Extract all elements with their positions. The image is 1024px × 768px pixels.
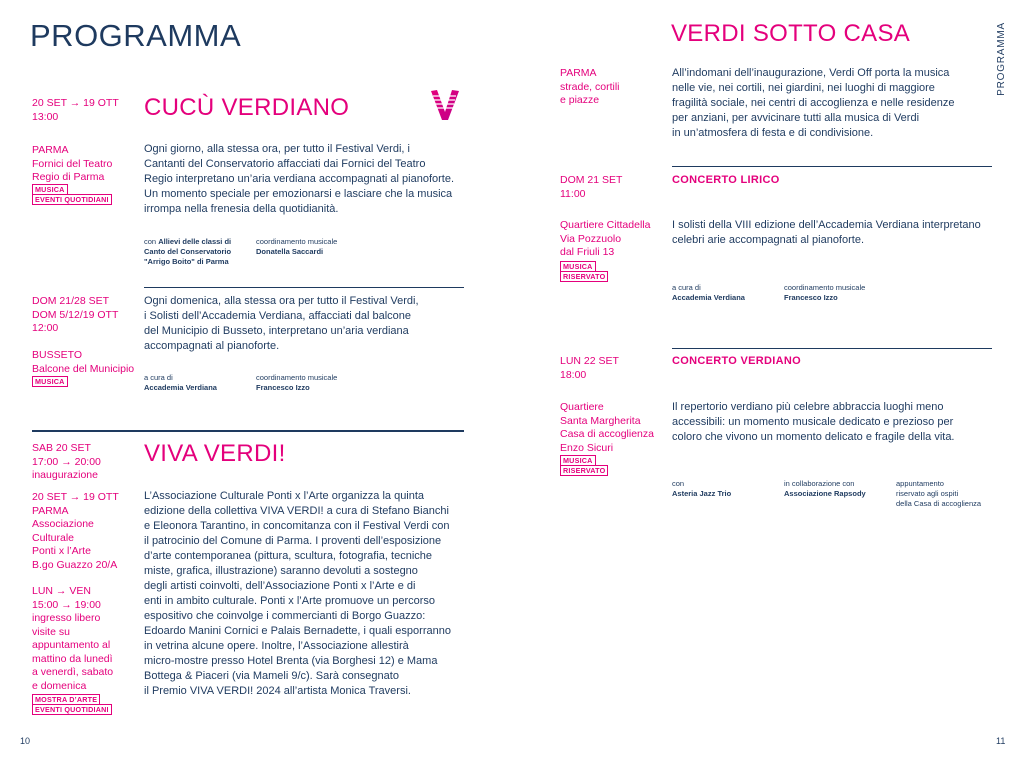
event-dates [560,355,619,382]
description-line: miste, grafica, illustrazione) saranno devoluti a sostegno [144,565,418,577]
section-divider [32,430,464,432]
divider [672,348,992,349]
description-line: I solisti della VIII edizione dell’Accademia Verdiana interpretano [672,219,981,231]
divider [672,166,992,167]
event-dates [32,442,101,483]
description-line: il Premio VIVA VERDI! 2024 all’artista Monica Traversi. [144,685,411,697]
intro-description [672,66,992,141]
credit-con [144,237,231,267]
credit-name: Accademia Verdiana [144,383,217,392]
event-time: 13:00 [32,110,59,123]
section-title: VERDI SOTTO CASA [671,20,911,47]
event-description [144,489,474,699]
event-place [32,491,119,572]
date-line: 18:00 [560,368,587,381]
event-title: CONCERTO LIRICO [672,174,780,186]
description-line: Un momento speciale per emozionarsi e lasciare che la musica [144,188,453,200]
credit-note: della Casa di accoglienza [896,499,982,508]
description-line: Ogni giorno, alla stessa ora, per tutto il Festival Verdi, i [144,143,410,155]
description-line: e Eleonora Tarantino, in concomitanza con il Festival Verdi con [144,520,450,532]
date-line: LUN 22 SET [560,355,619,367]
place-line: Quartiere [560,401,604,413]
description-line: Bottega & Piaceri (via Mameli 9/c). Sarà consegnato [144,670,399,682]
description-line: All’indomani dell’inaugurazione, Verdi Off porta la musica [672,67,950,79]
place-line: Enzo Sicuri [560,441,614,454]
page-number: 11 [996,736,1006,746]
tag-riservato: RISERVATO [560,465,608,476]
event-dates [32,295,118,336]
place-line: Santa Margherita [560,414,641,427]
credit-label: coordinamento musicale [256,237,338,246]
schedule-line: ingresso libero [32,612,101,624]
description-line: micro-mostre presso Hotel Brenta (via Borghesi 12) e Mama [144,655,438,667]
schedule-line: visite su [32,625,70,638]
event-tags [560,456,608,476]
credit-name: Canto del Conservatorio [144,247,232,256]
description-line: in vetrina alcune opere. Inoltre, l’Associazione allestirà [144,640,409,652]
event-description [144,142,474,217]
description-line: in un’atmosfera di festa e di condivisione. [672,127,874,139]
place-line: Casa di accoglienza [560,428,654,440]
description-line: edizione della collettiva VIVA VERDI! a cura di Stefano Bianchi [144,505,449,517]
description-line: Ogni domenica, alla stessa ora per tutto il Festival Verdi, [144,295,419,307]
tag-musica: MUSICA [32,184,68,195]
credit-coordination [784,283,865,303]
credit-label: in collaborazione con [784,479,855,488]
credit-name: "Arrigo Boito" di Parma [144,257,229,266]
credit-label: con [672,479,685,488]
schedule-line: a venerdì, sabato [32,666,114,678]
credit-name: Asteria Jazz Trio [672,489,732,498]
tag-mostra-arte: MOSTRA D’ARTE [32,694,100,705]
tag-riservato: RISERVATO [560,271,608,282]
date-line: DOM 21/28 SET [32,295,110,307]
credit-coordination [256,237,337,257]
event-tags [560,262,608,282]
credit-name: Donatella Saccardi [256,247,324,256]
description-line: celebri arie accompagnati al pianoforte. [672,234,865,246]
description-line: degli artisti coinvolti, dell’Associazione Ponti x l’Arte e di [144,580,416,592]
event-tags [32,185,112,205]
place-line: Ponti x l’Arte [32,545,91,557]
date-range: 20 SET → 19 OTT [32,97,119,109]
description-line: Il repertorio verdiano più celebre abbraccia luoghi meno [672,401,944,413]
credit-curated [144,373,217,393]
description-line: accompagnati al pianoforte. [144,340,280,352]
description-line: espositivo che coinvolge i commercianti di Borgo Guazzo: [144,610,426,622]
description-line: enti in ambito culturale. Ponti x l’Arte promuove un percorso [144,595,436,607]
tag-eventi-quotidiani: EVENTI QUOTIDIANI [32,704,112,715]
date-line: SAB 20 SET [32,442,91,454]
side-label: PROGRAMMA [996,22,1007,96]
place-line: e piazze [560,94,600,106]
credit-name: Francesco Izzo [784,293,838,302]
place-line: Via Pozzuolo [560,232,622,245]
place-line: PARMA [32,144,69,156]
event-place [560,219,650,260]
description-line: d’arte contemporanea (pittura, scultura, fotografia, tecniche [144,550,432,562]
event-description [672,218,992,248]
place-line: Associazione [32,518,94,530]
credit-label: coordinamento musicale [256,373,338,382]
place-line: BUSSETO [32,349,82,361]
credit-label: appuntamento [896,479,944,488]
description-line: Cantanti del Conservatorio affacciati dai Fornici del Teatro [144,158,426,170]
place-line: Fornici del Teatro [32,157,113,170]
place-line: Balcone del Municipio [32,362,135,375]
description-line: accessibili: un momento musicale dedicato e prezioso per [672,416,954,428]
credit-appointment [896,479,981,509]
description-line: del Municipio di Busseto, interpretano un’aria verdiana [144,325,409,337]
date-line: DOM 21 SET [560,174,623,186]
date-line: 17:00 → 20:00 [32,455,101,468]
schedule-line: mattino da lunedì [32,652,113,665]
page-title: PROGRAMMA [30,18,242,53]
event-title: VIVA VERDI! [144,440,286,467]
v-logo-icon [430,88,460,122]
event-schedule [32,585,113,693]
event-description [144,294,474,354]
divider [144,287,464,288]
place-line: PARMA [32,504,69,517]
date-line: DOM 5/12/19 OTT [32,308,119,321]
credit-name: Allievi delle classi di [158,237,232,246]
event-place [32,144,112,185]
description-line: L’Associazione Culturale Ponti x l’Arte organizza la quinta [144,490,425,502]
schedule-line: 15:00 → 19:00 [32,598,101,611]
event-description [672,400,992,445]
event-dates [32,97,119,124]
credit-label: a cura di [672,283,701,292]
place-line: 20 SET → 19 OTT [32,491,119,503]
description-line: Regio interpretano un’aria verdiana accompagnati al pianoforte. [144,173,455,185]
schedule-line: LUN → VEN [32,585,91,597]
description-line: nelle vie, nei cortili, nei giardini, nei luoghi di maggiore [672,82,935,94]
credit-note: riservato agli ospiti [896,489,959,498]
tag-musica: MUSICA [560,455,596,466]
credit-label: a cura di [144,373,173,382]
place-line: Regio di Parma [32,171,105,183]
description-line: coloro che vivono un momento delicato e fragile della vita. [672,431,955,443]
schedule-line: appuntamento al [32,639,111,651]
event-title: CUCÙ VERDIANO [144,94,350,121]
page-number: 10 [20,736,31,746]
place-line: dal Friuli 13 [560,246,615,258]
event-tags [32,377,68,387]
date-line: 12:00 [32,322,59,334]
date-line: 11:00 [560,187,586,200]
place-line: B.go Guazzo 20/A [32,558,118,571]
event-dates [560,174,622,201]
tag-eventi-quotidiani: EVENTI QUOTIDIANI [32,194,112,205]
place-line: PARMA [560,67,597,79]
credit-label: coordinamento musicale [784,283,866,292]
event-place [560,401,654,455]
description-line: fragilità sociale, nei centri di accoglienza e nelle residenze [672,97,955,109]
description-line: i Solisti dell’Accademia Verdiana, affacciati dal balcone [144,310,412,322]
description-line: irrompa nella frenesia della quotidianità. [144,203,339,215]
place-line: strade, cortili [560,80,620,93]
date-line: inaugurazione [32,469,98,481]
place-line: Culturale [32,531,75,544]
credit-curated [672,283,745,303]
tag-musica: MUSICA [560,261,596,272]
description-line: per anziani, per avvicinare tutti alla musica di Verdi [672,112,920,124]
credit-name: Accademia Verdiana [672,293,745,302]
event-place [32,349,134,376]
credit-label: con [144,237,157,246]
description-line: il patrocinio del Comune di Parma. I proventi dell’esposizione [144,535,442,547]
credit-collaboration [784,479,866,499]
intro-place [560,67,620,108]
event-title: CONCERTO VERDIANO [672,355,801,367]
event-tags [32,695,112,715]
credit-con [672,479,731,499]
credit-name: Associazione Rapsody [784,489,866,498]
description-line: Edoardo Manini Cornici e Palais Bernadette, i quali esporranno [144,625,451,637]
credit-coordination [256,373,337,393]
schedule-line: e domenica [32,679,87,692]
place-line: Quartiere Cittadella [560,219,651,231]
tag-musica: MUSICA [32,376,68,387]
credit-name: Francesco Izzo [256,383,310,392]
